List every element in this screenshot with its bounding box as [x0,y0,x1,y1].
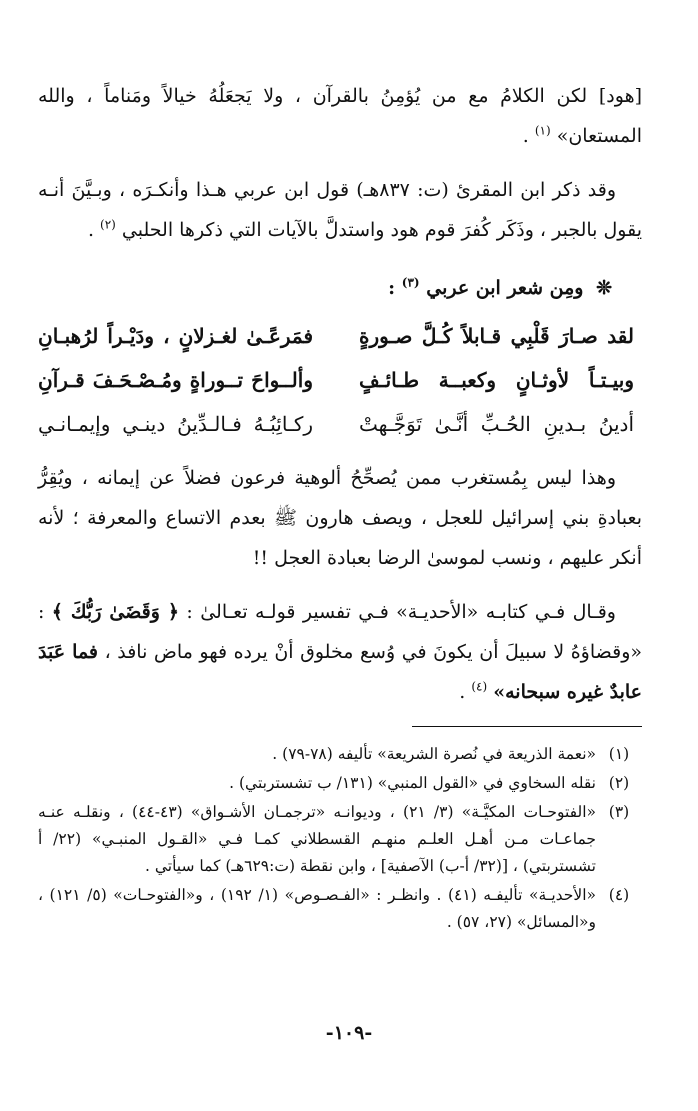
verse-heading-text: ومِن شعر ابن عربي [426,277,584,299]
footnote-number: (٤) [608,886,630,904]
paragraph-1 [38,76,642,156]
footnote-divider [412,726,642,727]
paragraph-4-text: وقـال فـي كتابـه «الأحديـة» فـي تفسير قولـه تعـالىٰ : [186,601,616,623]
footnotes [38,741,642,936]
paragraph-2-text: وقد ذكر ابن المقرئ (ت: ٨٣٧هـ) قول ابن عربي هـذا وأنكـرَه ، وبـيَّنَ أنـه يقول بالجبر ، وذَكَر كُفرَ قوم هود واستدلَّ بالآيات التي ذكرها الحلبي [38,179,642,241]
paragraph-2 [38,170,642,250]
poem [38,314,634,446]
paragraph-4-bold-quote: فما عَبَدَ عابدٌ غيره سبحانه» [38,641,642,703]
star-icon: ❊ [596,277,612,299]
page-number: -١٠٩- [325,1022,373,1044]
verse-first-hemistich: وبيـتـاً لأوثـانٍ وكعبــة طـائـفٍ [359,368,634,392]
footnote-ref-1[interactable]: (١) [534,123,551,138]
paragraph-4-end: . [459,681,466,703]
footnote [38,799,642,880]
paragraph-4-quote: : «وقضاؤهُ لا سبيلَ أن يكونَ في وُسع مخلوق أنْ يرده فهو ماض نافذ ، [38,601,642,663]
paragraph-4 [38,592,642,712]
paragraph-3: وهذا ليس بِمُستغرب ممن يُصحِّحُ ألوهية فرعون فضلاً عن إيمانه ، ويُقِرُّ بعبادةِ بني إسرائيل للعجل ، ويصف هارون ﷺ بعدم الاتساع والمعرفة ؛ لأنه أنكر عليهم ، ونسب لموسىٰ الرضا بعبادة العجل !! [38,467,642,569]
verse-heading [38,268,612,308]
paragraph-1-end: . [522,125,529,147]
footnote [38,882,642,936]
footnote [38,770,642,797]
verse-line [38,402,634,446]
footnote-text: «الأحديـة» تأليفـه (٤١) . وانظـر : «الفـصـوص» (١/ ١٩٢) ، و«الفتوحـات» (٥/ ١٢١) ، و«المسائل» (٢٧، ٥٧) . [38,886,596,931]
footnote-text: «الفتوحـات المكيَّـة» (٣/ ٢١) ، وديوانـه «ترجمـان الأشـواق» (٤٣-٤٤) ، ونقلـه عنـه جماعـات مـن أهـل العلـم منهـم القسطلاني كمـا فـي «القـول المنبـي» (٢٢/ أ تشستربتي) ، [(٣٢/ أ-ب) الآصفية] ، وابن نقطة (ت:٦٢٩هـ) كما سيأتي . [38,803,597,875]
verse-line [38,358,634,402]
footnote-number: (٣) [608,803,630,821]
verse-heading-colon: : [388,277,396,299]
verse-second-hemistich: ركـائِبُـهُ فـالـدِّينُ دينـي وإيمـانـي [38,412,313,436]
quran-verse: ﴿ وَقَضَىٰ رَبُّكَ ﴾ [51,601,180,623]
footnote-ref-4[interactable]: (٤) [471,679,488,694]
footnote-text: نقله السخاوي في «القول المنبي» (١٣١/ ب تشستربتي) . [229,774,596,792]
verse-first-hemistich: أدينُ بـدينِ الحُـبِّ أنَّـىٰ تَوَجَّـهتْ [359,412,634,436]
verse-second-hemistich: فمَرعًـىٰ لغـزلانٍ ، ودَيْـراً لرُهبـانِ [38,324,313,348]
footnote-ref-3[interactable]: (٣) [401,275,420,290]
footnote [38,741,642,768]
paragraph-2-end: . [87,219,94,241]
verse-line [38,314,634,358]
footnote-number: (١) [608,745,630,763]
footnote-ref-2[interactable]: (٢) [100,217,116,232]
footnote-number: (٢) [608,774,630,792]
footnote-text: «نعمة الذريعة في نُصرة الشريعة» تأليفه (٧٨-٧٩) . [272,745,596,763]
verse-first-hemistich: لقد صـارَ قَلْبِي قـابلاً كُـلَّ صـورةٍ [359,324,634,348]
page-body [38,76,642,938]
verse-second-hemistich: وألــواحَ تــوراةٍ ومُـصْـحَـفَ قـرآنِ [38,368,313,392]
paragraph-1-text: [هود] لكن الكلامُ مع من يُؤمِنُ بالقرآن ، ولا يَجعَلُهُ خيالاً ومَناماً ، والله المستعان» [38,85,642,147]
